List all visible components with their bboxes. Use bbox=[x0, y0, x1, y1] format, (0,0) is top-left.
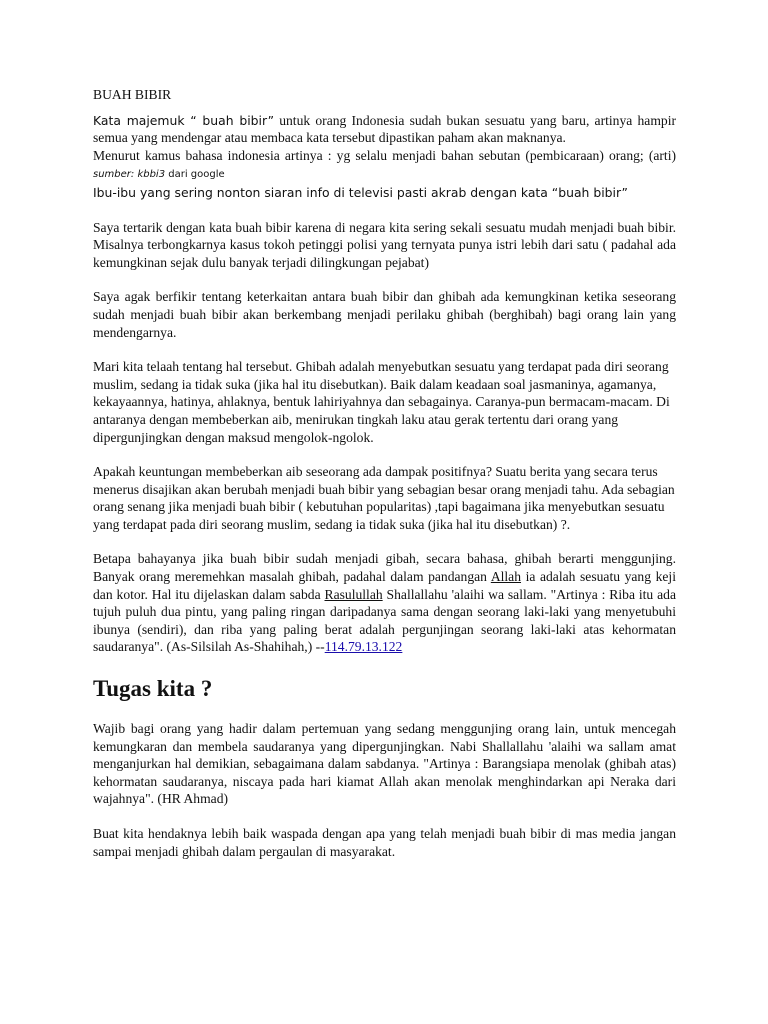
document-title: BUAH BIBIR bbox=[93, 87, 172, 102]
paragraph-8: Buat kita hendaknya lebih baik waspada dengan apa yang telah menjadi buah bibir di mas media jangan sampai menjadi ghibah dalam pergaulan di masyarakat. bbox=[93, 826, 676, 859]
intro-lead: Kata majemuk “ buah bibir” bbox=[93, 112, 274, 128]
intro-rest: untuk orang Indonesia sudah bukan sesuatu yang baru, artinya hampir semua yang mendengar atau membaca kata tersebut dipastikan paham akan maknanya. bbox=[93, 112, 676, 146]
paragraph-4: Mari kita telaah tentang hal tersebut. Ghibah adalah menyebutkan sesuatu yang terdapat pada diri seorang muslim, sedang ia tidak suka (jika hal itu disebutkan). Baik dalam keadaan soal jasmaninya, agamanya, kekayaannya, hatinya, ahlaknya, bentuk lahiriyahnya dan sebagainya. Caranya-pun bermacam-macam. Di antaranya dengan membeberkan aib, menirukan tingkah laku atau gerak tertentu dari orang yang dipergunjingkan dengan maksud mengolok-ngolok. bbox=[93, 359, 670, 445]
document-body bbox=[93, 86, 676, 860]
source-italic: sumber: kbbi3 bbox=[93, 169, 166, 181]
rasulullah-link[interactable]: Rasulullah bbox=[324, 586, 383, 602]
kamus-text: Menurut kamus bahasa indonesia artinya : yg selalu menjadi bahan sebutan (pembicaraan) orang; (arti) bbox=[93, 147, 676, 163]
intro-paragraph bbox=[93, 112, 676, 147]
allah-link[interactable]: Allah bbox=[490, 569, 522, 585]
paragraph-5: Apakah keuntungan membeberkan aib seseorang ada dampak positifnya? Suatu berita yang secara terus menerus disajikan akan berubah menjadi buah bibir yang sebagian besar orang menjadi tahu. Ada sebagian orang senang jika menjadi buah bibir ( kebutuhan popularitas) ,tapi bagaimana jika menyebutkan sesuatu yang terdapat pada diri seorang muslim, sedang ia tidak suka (jika hal itu disebutkan) ?. bbox=[93, 464, 675, 532]
ip-address-link[interactable]: 114.79.13.122 bbox=[324, 639, 403, 655]
paragraph-7: Wajib bagi orang yang hadir dalam pertemuan yang sedang menggunjing orang lain, untuk mencegah kemungkaran dan membela saudaranya yang dipergunjingkan. Nabi Shallallahu 'alaihi wa sallam amat menganjurkan hal demikian, sebagaimana dalam sabdanya. "Artinya : Barangsiapa menolak (ghibah atas) kehormatan saudaranya, niscaya pada hari kiamat Allah akan menolak menghindarkan api Neraka dari wajahnya". (HR Ahmad) bbox=[93, 721, 676, 807]
source-plain: dari google bbox=[165, 169, 225, 181]
kamus-paragraph bbox=[93, 147, 676, 184]
paragraph-6 bbox=[93, 550, 676, 656]
paragraph-3: Saya agak berfikir tentang keterkaitan antara buah bibir dan ghibah ada kemungkinan ketika seseorang sudah menjadi buah bibir akan berkembang menjadi perilaku ghibah (berghibah) bagi orang lain yang mendengarnya. bbox=[93, 289, 676, 340]
paragraph-6-part-b: ia adalah sesuatu yang keji dan kotor. Hal itu dijelaskan dalam sabda bbox=[93, 569, 676, 602]
ibu-paragraph: Ibu-ibu yang sering nonton siaran info di televisi pasti akrab dengan kata “buah bibir” bbox=[93, 184, 628, 200]
paragraph-6-part-c: Shallallahu 'alaihi wa sallam. "Artinya : Riba itu ada tujuh puluh dua pintu, yang paling ringan daripadanya sama dengan seorang laki-laki yang menyetubuhi ibunya (sendiri), dan riba yang paling berat adalah pergunjingan seorang laki-laki atas kehormatan saudaranya". (As-Silsilah As-Shahihah,) -- bbox=[93, 586, 676, 655]
paragraph-6-part-a: Betapa bahayanya jika buah bibir sudah menjadi gibah, secara bahasa, ghibah berarti menggunjing. Banyak orang meremehkan masalah ghibah, padahal dalam pandangan bbox=[93, 551, 676, 585]
paragraph-2: Saya tertarik dengan kata buah bibir karena di negara kita sering sekali sesuatu mudah menjadi buah bibir. Misalnya terbongkarnya kasus tokoh petinggi polisi yang ternyata punya istri lebih dari satu ( padahal ada kemungkinan sejak dulu banyak terjadi dilingkungan pejabat) bbox=[93, 219, 676, 270]
section-heading: Tugas kita ? bbox=[93, 676, 213, 702]
